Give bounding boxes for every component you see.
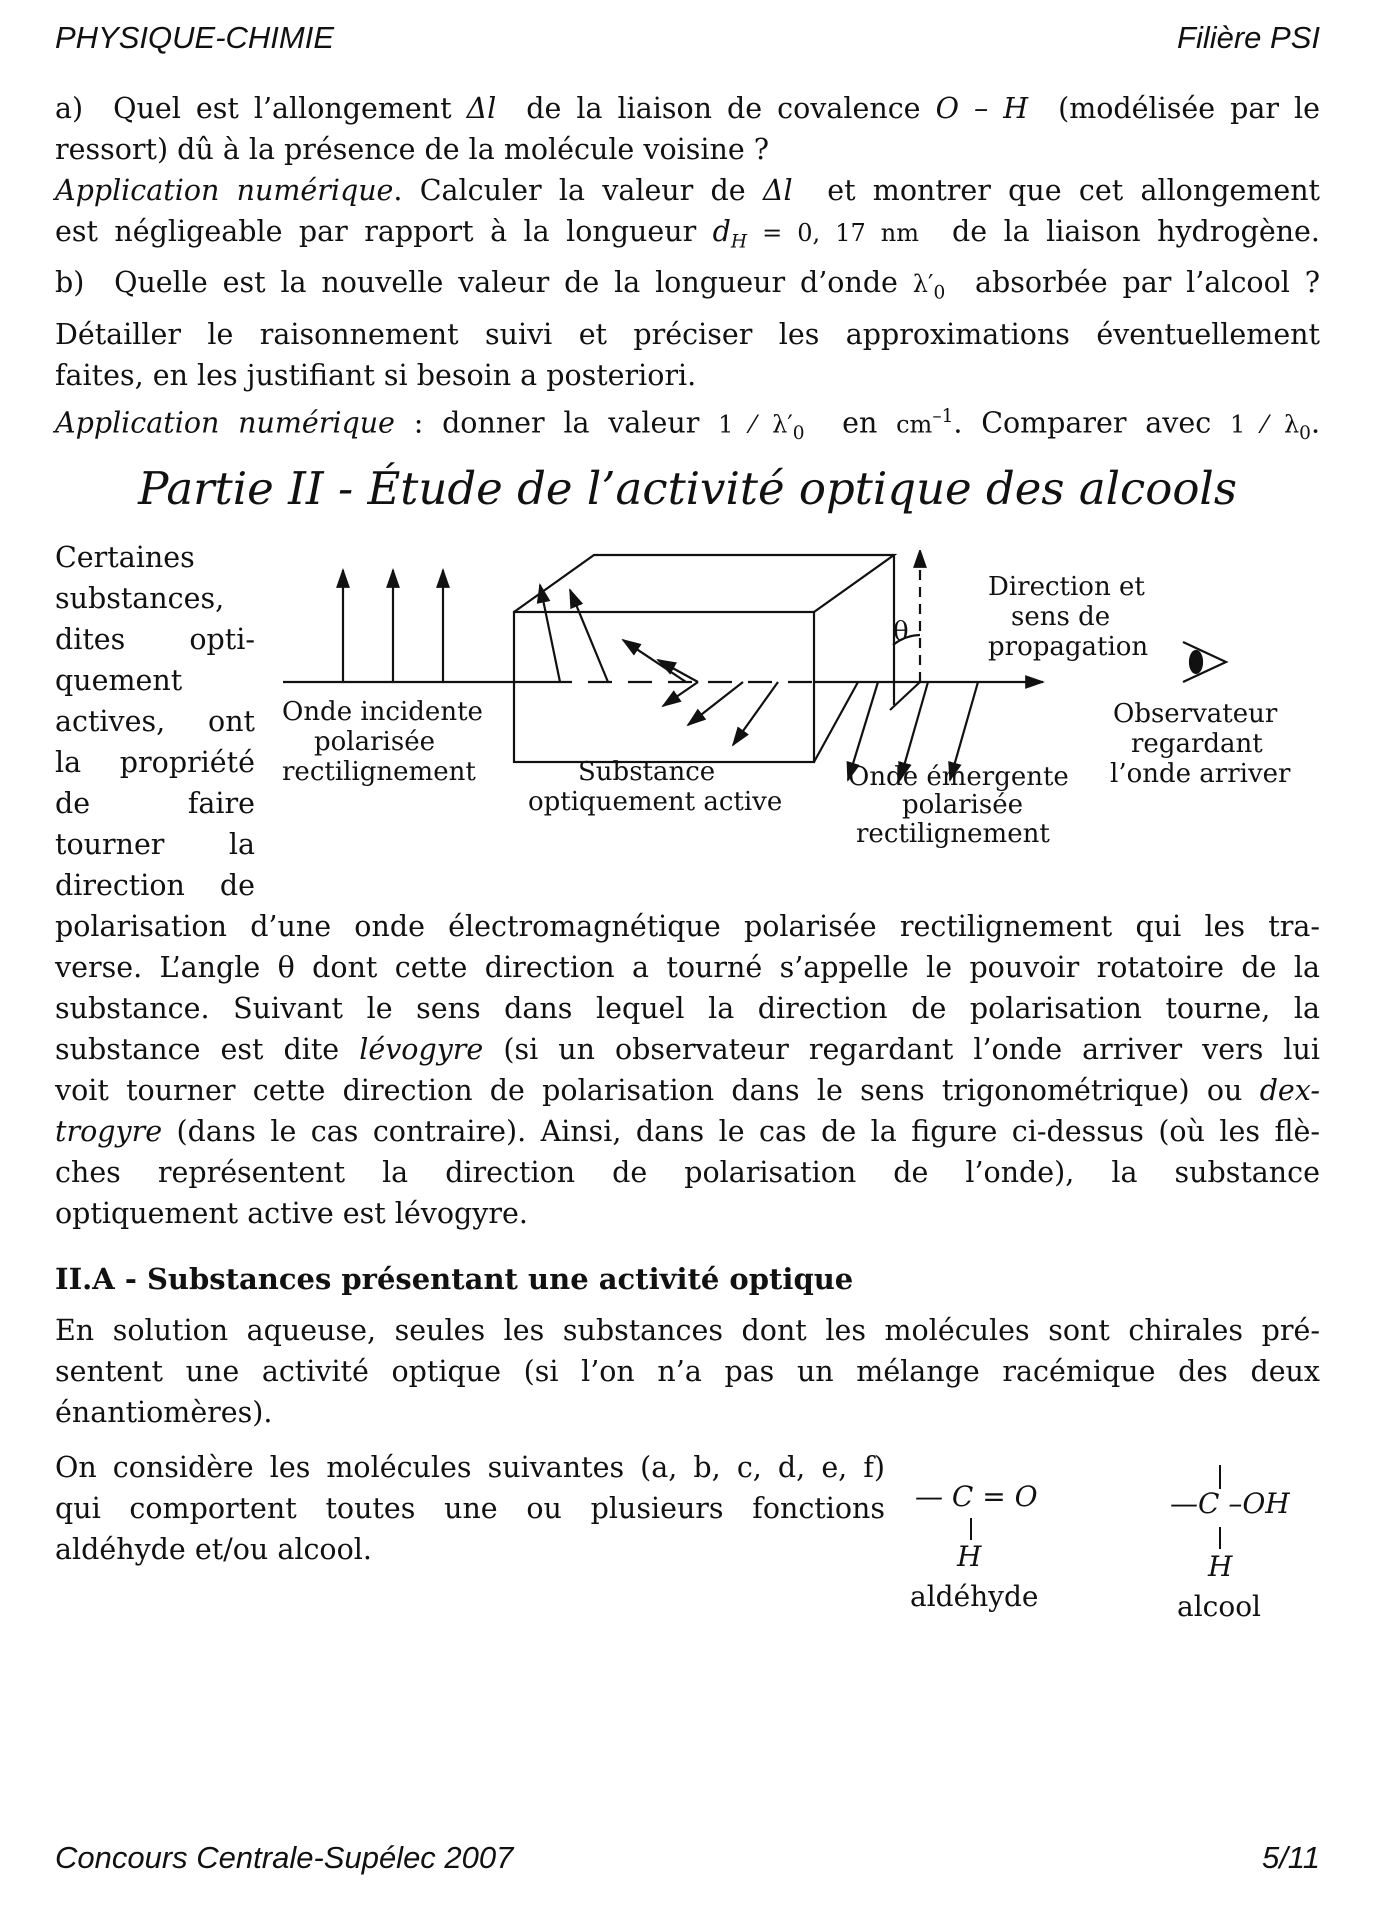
intro-narrow-column (55, 537, 255, 906)
label-incident-1: Onde incidente (282, 697, 483, 727)
question-a-line-2: ressort) dû à la présence de la molécule voisine ? (55, 133, 770, 166)
section-title: II.A - Substances présentant une activité optique (55, 1262, 854, 1296)
label-observer-3: l’onde arriver (1110, 759, 1291, 789)
intro-wide-line: trogyre (dans le cas contraire). Ainsi, dans le cas de la figure ci-dessus (où les flè- (55, 1115, 1320, 1148)
paragraph-line: sentent une activité optique (si l’on n’a pas un mélange racémique des deux (55, 1355, 1320, 1388)
eye-pupil-icon (1190, 651, 1202, 673)
intro-narrow-line: la propriété (55, 746, 255, 779)
section-paragraph-1 (55, 1310, 1320, 1433)
alcool-bond-line-top (1219, 1465, 1221, 1489)
question-b-line-3: faites, en les justifiant si besoin a posteriori. (55, 358, 697, 392)
intro-narrow-line: actives, ont (55, 705, 255, 738)
label-observer-2: regardant (1131, 729, 1263, 759)
substance-box-front (514, 612, 814, 762)
intro-narrow-line: Certaines (55, 541, 195, 574)
aldehyde-h: H (957, 1540, 982, 1573)
intro-wide-line: voit tourner cette direction de polarisation dans le sens trigonométrique) ou dex- (55, 1074, 1320, 1107)
header-track: Filière PSI (1177, 20, 1320, 55)
paragraph-line: énantiomères). (55, 1396, 273, 1429)
label-substance-2: optiquement active (528, 787, 783, 817)
rotating-arrow (540, 585, 560, 682)
intro-narrow-line: tourner la (55, 828, 255, 861)
question-b-line-2: Détailler le raisonnement suivi et préciser les approximations éventuellement (55, 317, 1320, 351)
question-a-line-4: est négligeable par rapport à la longueur $d_H = 0$, 17 nm de la liaison hydrogène. (55, 215, 1320, 253)
question-a-line-1: a) Quel est l’allongement Δl de la liaison de covalence O – H (modélisée par le (55, 92, 1320, 125)
question-b-line-1: b) Quelle est la nouvelle valeur de la longueur d’onde $\lambda'_0$ absorbée par l’alcool ? (55, 266, 1320, 304)
alcool-label: alcool (1177, 1590, 1261, 1623)
intro-wide (55, 906, 1320, 1234)
footer-page-number: 5/11 (1261, 1840, 1320, 1875)
intro-wide-line: polarisation d’une onde électromagnétique polarisée rectilignement qui les tra- (55, 910, 1320, 943)
intro-wide-line: verse. L’angle θ dont cette direction a tourné s’appelle le pouvoir rotatoire de la (55, 951, 1320, 984)
paragraph-line: On considère les molécules suivantes (a, b, c, d, e, f) (55, 1451, 885, 1484)
question-b (55, 262, 1320, 454)
label-incident-3: rectilignement (282, 757, 476, 787)
label-emergent-2: polarisée (902, 790, 1023, 820)
question-a (55, 88, 1320, 263)
intro-wide-line: substance. Suivant le sens dans lequel la direction de polarisation tourne, la (55, 992, 1320, 1025)
paragraph-line: aldéhyde et/ou alcool. (55, 1533, 372, 1566)
label-emergent-1: Onde émergente (848, 762, 1069, 792)
rotating-arrow (688, 682, 743, 725)
theta-label: θ (893, 617, 909, 647)
intro-narrow-line: direction de (55, 869, 255, 902)
label-emergent-3: rectilignement (856, 819, 1050, 849)
alcool-formula: —C –OH (1170, 1487, 1290, 1520)
aldehyde-label: aldéhyde (910, 1580, 1039, 1613)
paragraph-line: qui comportent toutes une ou plusieurs fonctions (55, 1492, 885, 1525)
aldehyde-bond-line (970, 1518, 972, 1540)
intro-narrow-line: dites opti- (55, 623, 255, 656)
label-substance-1: Substance (578, 757, 716, 787)
label-direction-3: propagation (988, 632, 1149, 662)
intro-narrow-line: substances, (55, 582, 225, 615)
footer-contest: Concours Centrale-Supélec 2007 (55, 1840, 514, 1875)
paragraph-line: En solution aqueuse, seules les substances dont les molécules sont chirales pré- (55, 1314, 1320, 1347)
label-direction-1: Direction et (988, 572, 1145, 602)
intro-wide-line: substance est dite lévogyre (si un observateur regardant l’onde arriver vers lui (55, 1033, 1321, 1066)
label-observer-1: Observateur (1113, 699, 1278, 729)
substance-box-top (514, 555, 894, 612)
rotating-arrow (663, 682, 698, 706)
label-direction-2: sens de (1011, 602, 1111, 632)
question-b-line-4: Application numérique : donner la valeur 1 ⁄ $\lambda'_0$ en $cm^{-1}$. Comparer avec 1 ⁄ $\lambda_0$. (55, 405, 1321, 444)
label-incident-2: polarisée (314, 727, 435, 757)
rotating-arrow (733, 682, 778, 745)
rotating-arrow (570, 590, 608, 682)
substance-box-side-bottom (814, 682, 858, 762)
intro-wide-line: optiquement active est lévogyre. (55, 1197, 528, 1230)
intro-narrow-line: quement (55, 664, 183, 697)
section-paragraph-2 (55, 1447, 885, 1570)
alcool-bond-line-bottom (1219, 1527, 1221, 1549)
aldehyde-formula: — C = O (915, 1480, 1038, 1513)
optical-activity-figure (278, 550, 1323, 870)
question-a-line-3: Application numérique. Calculer la valeur de Δl et montrer que cet allongement (55, 174, 1321, 207)
intro-narrow-line: de faire (55, 787, 255, 820)
intro-wide-line: ches représentent la direction de polarisation de l’onde), la substance (55, 1156, 1320, 1189)
header-subject: PHYSIQUE-CHIMIE (55, 20, 335, 55)
alcool-h: H (1208, 1550, 1233, 1583)
rotating-arrow (658, 660, 698, 682)
rotating-arrow (623, 640, 686, 682)
part-title: Partie II - Étude de l’activité optique des alcools (138, 462, 1237, 515)
